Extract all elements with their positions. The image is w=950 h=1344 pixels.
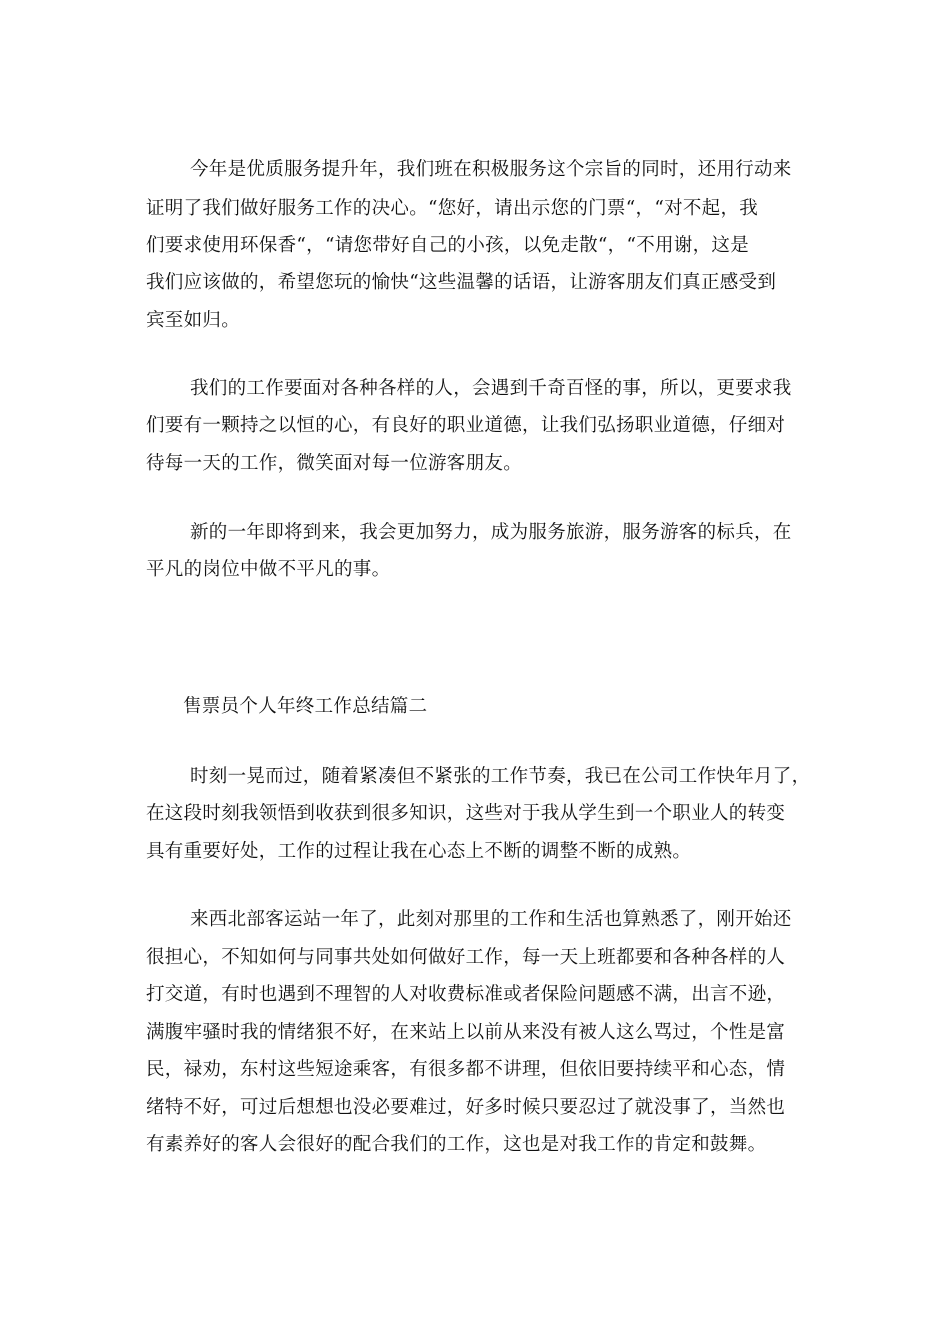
paragraph-4-line-2: 在这段时刻我领悟到收获到很多知识，这些对于我从学生到一个职业人的转变 bbox=[146, 803, 786, 824]
paragraph-1-line-5: 宾至如归。 bbox=[146, 310, 241, 331]
paragraph-5-line-5: 民，禄劝，东村这些短途乘客，有很多都不讲理，但依旧要持续平和心态，情 bbox=[146, 1059, 786, 1080]
paragraph-1-line-2: 证明了我们做好服务工作的决心。“您好，请出示您的门票“，“对不起，我 bbox=[146, 198, 759, 219]
section-heading: 售票员个人年终工作总结篇二 bbox=[183, 696, 428, 717]
paragraph-1-line-3: 们要求使用环保香“，“请您带好自己的小孩，以免走散“，“不用谢，这是 bbox=[146, 235, 750, 256]
paragraph-2-line-1: 我们的工作要面对各种各样的人，会遇到千奇百怪的事，所以，更要求我 bbox=[190, 378, 792, 399]
paragraph-5-line-2: 很担心，不知如何与同事共处如何做好工作，每一天上班都要和各种各样的人 bbox=[146, 947, 786, 968]
paragraph-5-line-6: 绪特不好，可过后想想也没必要难过，好多时候只要忍过了就没事了，当然也 bbox=[146, 1097, 786, 1118]
paragraph-2-line-2: 们要有一颗持之以恒的心，有良好的职业道德，让我们弘扬职业道德，仔细对 bbox=[146, 415, 786, 436]
paragraph-4-line-1: 时刻一晃而过，随着紧凑但不紧张的工作节奏，我已在公司工作快年月了， bbox=[190, 766, 811, 787]
paragraph-3-line-1: 新的一年即将到来，我会更加努力，成为服务旅游，服务游客的标兵，在 bbox=[190, 522, 792, 543]
paragraph-5-line-7: 有素养好的客人会很好的配合我们的工作，这也是对我工作的肯定和鼓舞。 bbox=[146, 1134, 767, 1155]
paragraph-1-line-4: 我们应该做的，希望您玩的愉快“这些温馨的话语，让游客朋友们真正感受到 bbox=[146, 272, 777, 293]
paragraph-5-line-3: 打交道，有时也遇到不理智的人对收费标准或者保险问题感不满，出言不逊， bbox=[146, 984, 786, 1005]
paragraph-3-line-2: 平凡的岗位中做不平凡的事。 bbox=[146, 559, 391, 580]
paragraph-4-line-3: 具有重要好处，工作的过程让我在心态上不断的调整不断的成熟。 bbox=[146, 841, 692, 862]
paragraph-5-line-1: 来西北部客运站一年了，此刻对那里的工作和生活也算熟悉了，刚开始还 bbox=[190, 909, 792, 930]
paragraph-1-line-1: 今年是优质服务提升年，我们班在积极服务这个宗旨的同时，还用行动来 bbox=[190, 159, 792, 180]
paragraph-2-line-3: 待每一天的工作，微笑面对每一位游客朋友。 bbox=[146, 453, 523, 474]
paragraph-5-line-4: 满腹牢骚时我的情绪狠不好，在来站上以前从来没有被人这么骂过，个性是富 bbox=[146, 1022, 786, 1043]
